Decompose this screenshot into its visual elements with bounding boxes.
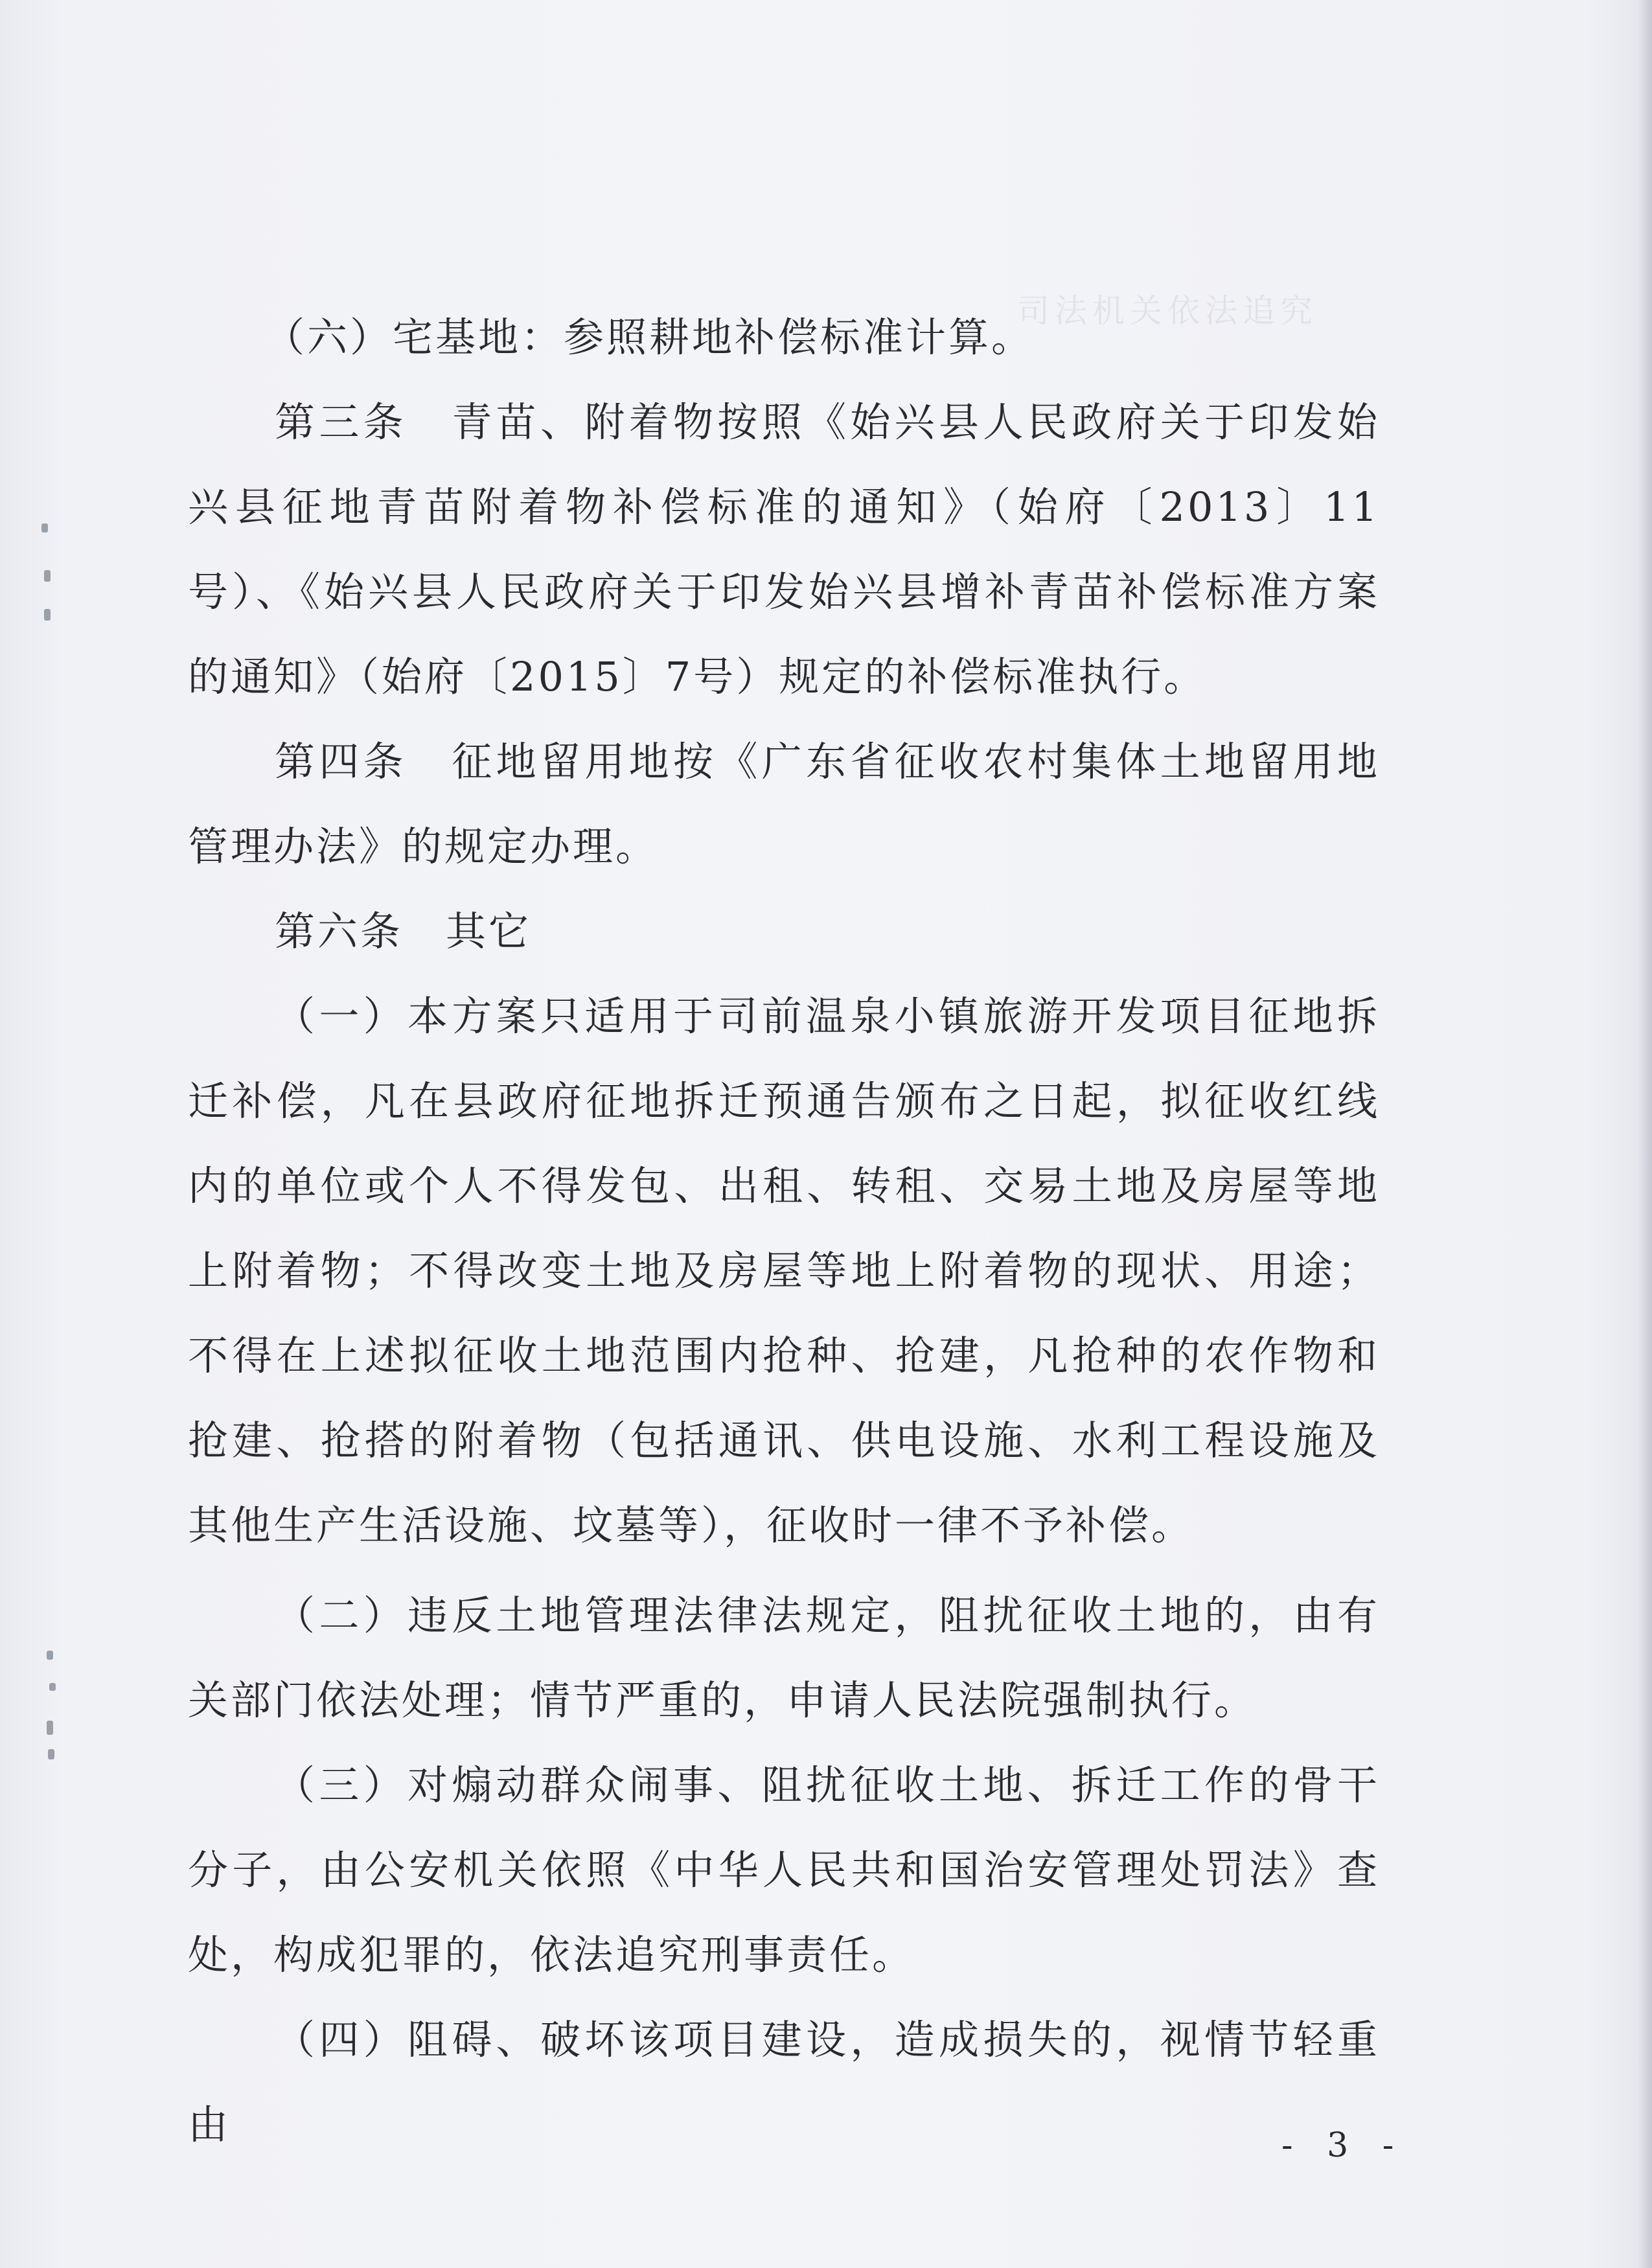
binding-mark [47,1721,53,1735]
binding-mark [49,1683,56,1691]
paragraph-item-2: （二）违反土地管理法律法规定，阻扰征收土地的，由有关部门依法处理；情节严重的，申请人民法院强制执行。 [188,1592,1380,1724]
binding-mark [44,609,51,621]
paragraph-article-4: 第四条 征地留用地按《广东省征收农村集体土地留用地管理办法》的规定办理。 [188,738,1380,870]
document-body [188,295,1380,2167]
paragraph-item-4: （四）阻碍、破坏该项目建设，造成损失的，视情节轻重由 [188,2016,1380,2148]
binding-mark [48,1749,54,1759]
paragraph-article-3: 第三条 青苗、附着物按照《始兴县人民政府关于印发始兴县征地青苗附着物补偿标准的通知》（始府〔2013〕11号）、《始兴县人民政府关于印发始兴县增补青苗补偿标准方案的通知》（始府〔2015〕7号）规定的补偿标准执行。 [188,398,1380,700]
page-number: - 3 - [1281,2126,1406,2165]
paragraph-item-3: （三）对煽动群众闹事、阻扰征收土地、拆迁工作的骨干分子，由公安机关依照《中华人民共和国治安管理处罚法》查处，构成犯罪的，依法追究刑事责任。 [188,1761,1380,1978]
binding-mark [47,1651,53,1660]
page-edge-shadow [1638,0,1652,2268]
paragraph-homestead: （六）宅基地：参照耕地补偿标准计算。 [264,314,1035,361]
binding-mark [44,570,51,582]
binding-mark [41,523,48,533]
paragraph-item-1: （一）本方案只适用于司前温泉小镇旅游开发项目征地拆迁补偿，凡在县政府征地拆迁预通告颁布之日起，拟征收红线内的单位或个人不得发包、出租、转租、交易土地及房屋等地上附着物；不得改变土地及房屋等地上附着物的现状、用途；不得在上述拟征收土地范围内抢种、抢建，凡抢种的农作物和抢建、抢搭的附着物（包括通讯、供电设施、水利工程设施及其他生产生活设施、坟墓等），征收时一律不予补偿。 [188,992,1380,1549]
paragraph-article-6-heading: 第六条 其它 [275,908,532,955]
bleed-through-text: 司法机关依法追究 [1017,292,1318,330]
